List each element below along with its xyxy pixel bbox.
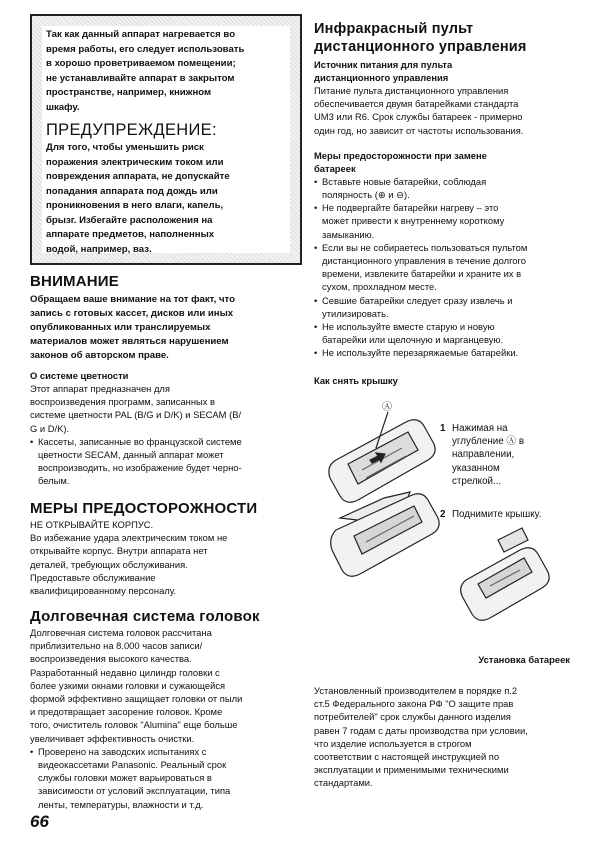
step-1-number: 1 [440,423,446,434]
bullet-line: цветности SECAM, данный аппарат может [38,449,224,461]
warning-body [46,141,286,257]
heads-line: воспроизведения высокого качества. [30,653,192,665]
warning-box [30,14,302,265]
marker-a: Ⓐ [382,402,392,413]
intro-warning-line: не устанавливайте аппарат в закрытом [46,72,235,84]
warning-line: аппарате предметов, наполненных [46,229,215,240]
heads-line: Долговечная система головок рассчитана [30,627,212,638]
color-system-line: системе цветности PAL (B/G и D/K) и SECAM (B/ [30,409,242,421]
precautions-line: Во избежание удара электрическим током не [30,532,228,544]
step-2-number: 2 [440,509,446,520]
precautions-body [30,518,302,597]
bullet-line: утилизировать. [322,307,389,319]
remote-title-line: дистанционного управления [314,39,527,55]
precautions-line: квалифицированному персоналу. [30,585,177,597]
color-system-line: G и D/K). [30,422,70,434]
color-system-bullet [30,435,302,488]
step-line: Поднимите крышку. [452,509,542,520]
power-line: Питание пульта дистанционного управления [314,85,509,96]
warning-line: проникновения в него влаги, капель, [46,200,224,211]
warning-line: водой, например, ваз. [46,243,152,255]
law-line: стандартами. [314,777,373,789]
bullet-line: замыканию. [322,228,375,240]
remote-title-line: Инфракрасный пульт [314,21,474,37]
bullet-line: зависимости от условий эксплуатации, типа [38,785,231,797]
battery-bullet [314,175,572,201]
bullet-line: воспроизводить, но изображение будет черно- [38,462,242,474]
bullet-line: • Вставьте новые батарейки, соблюдая [322,175,487,187]
bullet-line: • Не используйте перезаряжаемые батарейки. [322,347,519,359]
precautions-line: открывайте корпус. Внутри аппарата нет [30,545,208,557]
warning-line: Для того, чтобы уменьшить риск [46,142,204,153]
step-line: углубление Ⓐ в [452,436,525,448]
bullet-line: может привести к внутреннему короткому [322,215,505,227]
warning-line: повреждения аппарата, не допускайте [46,171,230,182]
heads-line: приблизительно на 8.000 часов записи/ [30,640,203,652]
bullet-line: ленты, температуры, влажности и т.д. [38,798,204,810]
bullet-line: • Севшие батарейки следует сразу извлечь и [322,294,513,306]
heads-bullets [30,745,302,811]
warning-title: ПРЕДУПРЕЖДЕНИЕ: [46,121,217,139]
warning-line: поражения электрическим током или [46,156,224,168]
step-line: указанном [452,462,500,474]
battery-bullets [314,175,572,360]
battery-bullet [314,346,572,359]
heads-line: более узкими окнами головки и сужающейся [30,679,226,691]
heads-line: Разработанный недавно цилиндр головки с [30,666,220,678]
attention-line: законов об авторском праве. [30,350,169,361]
law-line: равен 7 годам с даты производства при условии, [314,724,528,736]
law-line: ст.5 Федерального закона РФ "О защите прав [314,698,514,710]
bullet-line: службы головки может варьироваться в [38,772,212,784]
power-body [314,84,572,137]
heads-title: Долговечная система головок [30,608,260,625]
law-line: что изделие используется в строгом [314,737,472,749]
law-line: потребителей" срок службы данного изделия [314,711,511,723]
remote-title [314,20,572,56]
page-number: 66 [30,812,49,831]
intro-warning-line: в хорошо проветриваемом помещении; [46,58,236,69]
bullet-line: • Не подвергайте батарейки нагреву – это [322,202,499,214]
bullet-line: • Кассеты, записанные во французской системе [38,435,242,447]
remote-top-icon [329,412,435,502]
attention-line: запись с готовых кассет, дисков или иных [30,308,234,319]
battery-bullet [314,294,572,320]
remote-section [314,20,572,387]
bullet-line: дистанционного управления в течение долгого [322,255,526,267]
warning-line: брызг. Избегайте расположения на [46,214,213,226]
color-system-line: воспроизведения программ, записанных в [30,396,216,408]
attention-body [30,293,302,363]
step-line: стрелкой... [452,475,502,487]
heads-section [30,608,302,811]
bullet-line: белым. [38,475,70,487]
remote-bottom-icon [461,528,549,620]
power-title-line: Источник питания для пульта [314,59,453,70]
power-line: UM3 или R6. Срок службы батареек - примерно [314,111,523,123]
bullet-line: времени, извлеките батарейки и храните их в [322,268,522,280]
heads-line: формой эффективно защищает головки от пыли [30,693,243,705]
heads-body [30,626,302,745]
attention-line: опубликованных или транслируемых [30,322,211,333]
bullet-line: видеокассетами Panasonic. Реальный срок [38,759,227,771]
intro-warning-line: шкафу. [46,101,80,113]
remote-illustration [314,400,572,650]
intro-warning-line: Так как данный аппарат нагревается во [46,29,236,40]
color-system-line: Этот аппарат предназначен для [30,383,170,394]
law-line: эксплуатации и применимыми техническими [314,764,509,776]
intro-warning [46,28,286,115]
attention-line: Обращаем ваше внимание на тот факт, что [30,294,235,305]
color-system-body [30,382,302,435]
install-caption: Установка батареек [478,654,570,665]
precautions-line: деталей, требующих обслуживания. [30,558,188,570]
cover-title: Как снять крышку [314,374,398,386]
color-system-bullets [30,435,302,488]
intro-warning-line: пространстве, например, книжном [46,87,212,98]
battery-title [314,149,572,175]
battery-title-line: батареек [314,162,356,174]
heads-line: и предотвращает засорение головок. Кроме [30,706,223,718]
attention-line: материалов может являться нарушением [30,336,229,347]
precautions-section [30,500,302,597]
battery-bullet [314,241,572,294]
color-system-title: О системе цветности [30,370,129,381]
power-line: один год, но зависит от частоты использования. [314,124,524,136]
attention-title: ВНИМАНИЕ [30,273,119,290]
battery-bullet [314,201,572,241]
bullet-line: • Не используйте вместе старую и новую [322,321,495,333]
heads-bullet [30,745,302,811]
law-text [314,684,572,790]
bullet-line: полярность (⊕ и ⊖). [322,189,410,201]
step-line: Нажимая на [452,423,508,434]
remote-middle-icon [331,492,439,576]
bullet-line: • Проверено на заводских испытаниях с [38,745,207,757]
precautions-line: Предоставьте обслуживание [30,571,156,583]
bullet-line: сухом, прохладном месте. [322,281,437,293]
bullet-line: батарейки или щелочную и марганцевую. [322,334,504,346]
power-title [314,58,572,84]
step-1-text [452,422,542,488]
step-line: направлении, [452,449,515,461]
precautions-line: НЕ ОТКРЫВАЙТЕ КОРПУС. [30,519,154,530]
heads-line: того, очиститель головок "Alumina" еще больше [30,719,238,731]
law-line: соответствии с настоящей инструкцией по [314,751,500,763]
heads-line: увеличивает эффективность очистки. [30,732,195,744]
bullet-line: • Если вы не собираетесь пользоваться пультом [322,241,528,253]
battery-title-line: Меры предосторожности при замене [314,149,487,161]
intro-warning-line: время работы, его следует использовать [46,43,245,55]
step-2-text [452,508,582,521]
precautions-title: МЕРЫ ПРЕДОСТОРОЖНОСТИ [30,500,258,517]
warning-line: попадания аппарата под дождь или [46,185,218,197]
power-line: обеспечивается двумя батарейками стандарта [314,98,519,110]
battery-bullet [314,320,572,346]
attention-section [30,273,302,488]
warning-box-content [42,26,290,253]
law-line: Установленный производителем в порядке п.2 [314,685,518,696]
power-title-line: дистанционного управления [314,72,449,83]
